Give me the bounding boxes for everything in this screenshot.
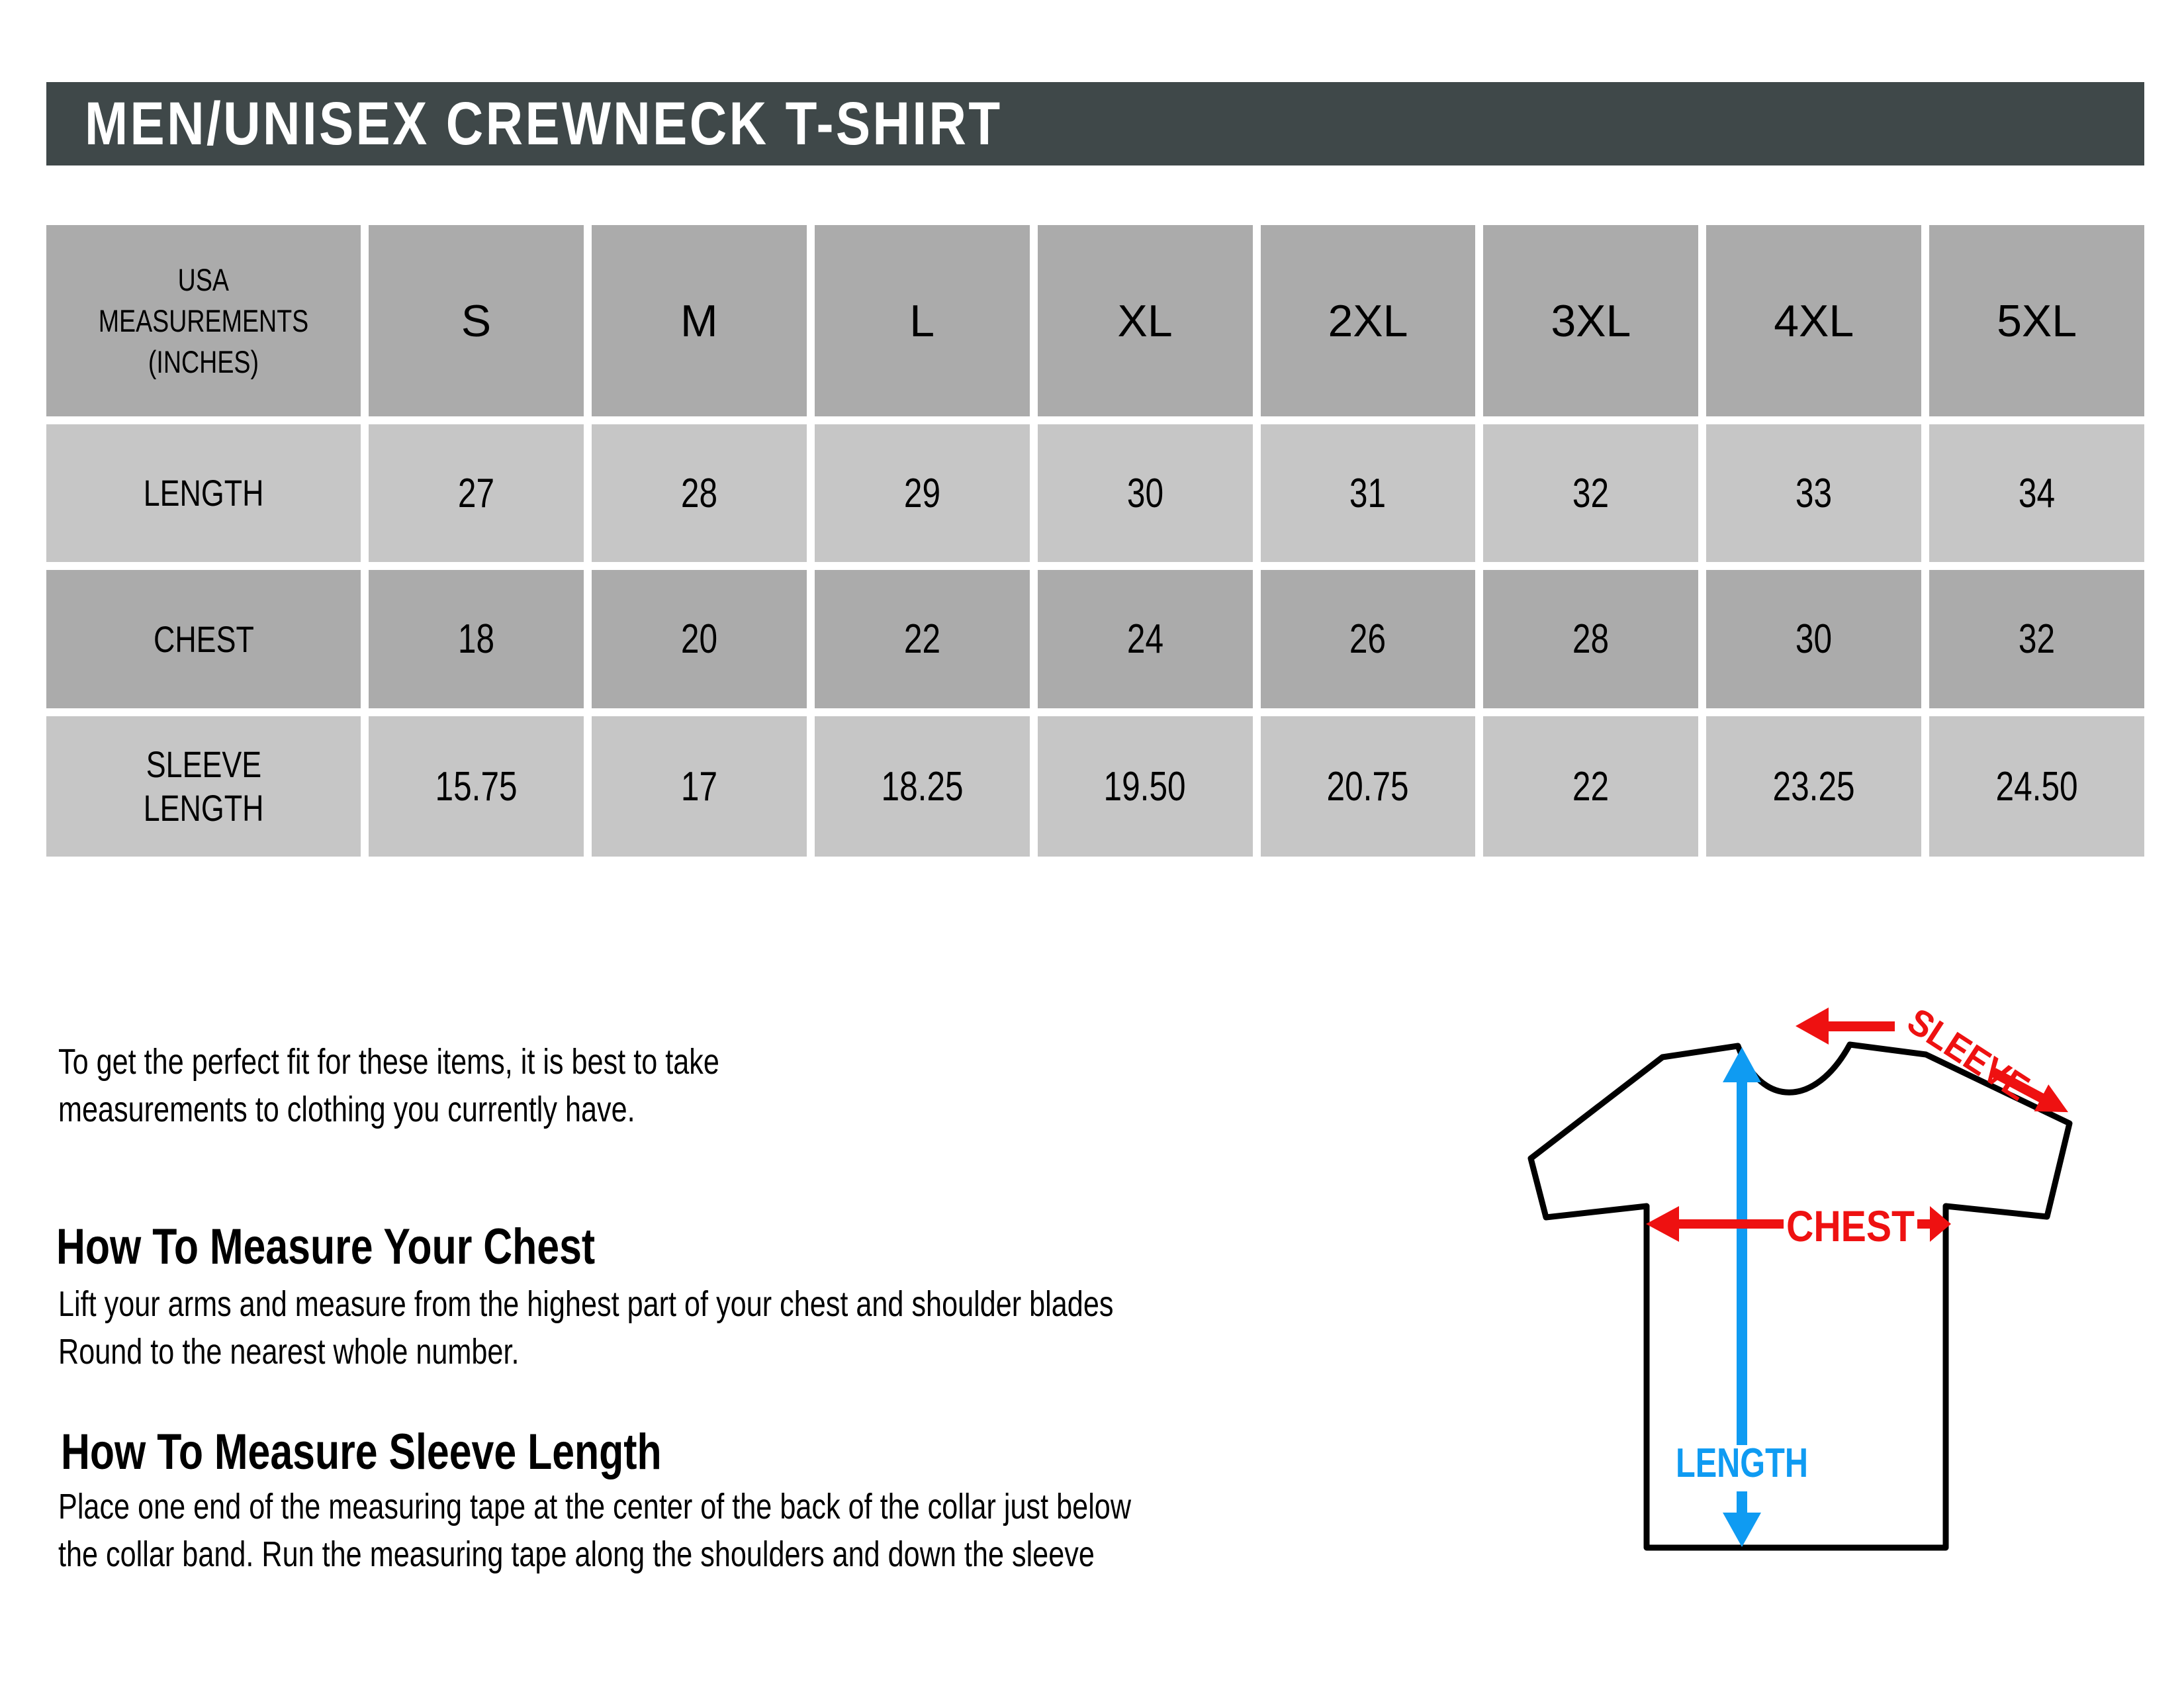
chest-line-2: Round to the nearest whole number. bbox=[58, 1332, 520, 1372]
sleeve-section-heading bbox=[61, 1423, 812, 1481]
sleeve-4xl bbox=[1706, 716, 1921, 857]
chest-3xl bbox=[1483, 570, 1698, 708]
cell-value: 31 bbox=[1349, 470, 1387, 516]
cell-value: 28 bbox=[1572, 616, 1610, 662]
sleeve-3xl bbox=[1483, 716, 1698, 857]
chest-heading-text: How To Measure Your Chest bbox=[56, 1219, 596, 1275]
row-label-sleeve-length bbox=[46, 716, 361, 857]
sleeve-5xl bbox=[1929, 716, 2144, 857]
chest-section-paragraph bbox=[58, 1280, 1377, 1376]
intro-line-1: To get the perfect fit for these items, it is best to take bbox=[58, 1042, 719, 1082]
cell-value: 32 bbox=[1572, 470, 1610, 516]
cell-value: 22 bbox=[1572, 763, 1610, 810]
sleeve-l bbox=[815, 716, 1030, 857]
size-label: S bbox=[461, 295, 492, 346]
chest-5xl bbox=[1929, 570, 2144, 708]
cell-value: 24 bbox=[1126, 616, 1163, 662]
size-header-2xl bbox=[1261, 225, 1476, 416]
length-3xl bbox=[1483, 424, 1698, 562]
length-xl bbox=[1038, 424, 1253, 562]
chest-arrow-shaft-left bbox=[1676, 1219, 1784, 1229]
cell-value: 18 bbox=[457, 616, 495, 662]
chest-s bbox=[369, 570, 584, 708]
chest-section-heading bbox=[56, 1218, 730, 1276]
cell-value: 30 bbox=[1796, 616, 1833, 662]
cell-value: 15.75 bbox=[435, 763, 518, 810]
size-header-m bbox=[592, 225, 807, 416]
size-header-5xl bbox=[1929, 225, 2144, 416]
sleeve-arrowhead-left bbox=[1796, 1008, 1829, 1045]
row-label-length bbox=[46, 424, 361, 562]
cell-value: 29 bbox=[903, 470, 940, 516]
page-title: MEN/UNISEX CREWNECK T-SHIRT bbox=[85, 89, 1003, 158]
sleeve-2xl bbox=[1261, 716, 1476, 857]
size-header-4xl bbox=[1706, 225, 1921, 416]
size-label: 2XL bbox=[1328, 295, 1408, 346]
cell-value: 27 bbox=[457, 470, 495, 516]
cell-value: 26 bbox=[1349, 616, 1387, 662]
length-5xl bbox=[1929, 424, 2144, 562]
chest-label: CHEST bbox=[1786, 1201, 1915, 1250]
size-header-3xl bbox=[1483, 225, 1698, 416]
table-corner-header bbox=[46, 225, 361, 416]
corner-line-2: MEASUREMENTS bbox=[98, 303, 309, 338]
size-header-xl bbox=[1038, 225, 1253, 416]
length-m bbox=[592, 424, 807, 562]
chest-xl bbox=[1038, 570, 1253, 708]
cell-value: 19.50 bbox=[1104, 763, 1187, 810]
sleeve-label: SLEEVE bbox=[1900, 1000, 2046, 1115]
sleeve-line-2: the collar band. Run the measuring tape along the shoulders and down the sleeve bbox=[58, 1534, 1095, 1574]
length-label: LENGTH bbox=[1676, 1440, 1808, 1486]
row-label-chest bbox=[46, 570, 361, 708]
size-header-l bbox=[815, 225, 1030, 416]
sleeve-line-1: Place one end of the measuring tape at the center of the back of the collar just below bbox=[58, 1487, 1132, 1526]
chest-4xl bbox=[1706, 570, 1921, 708]
cell-value: 32 bbox=[2018, 616, 2056, 662]
tshirt-diagram bbox=[1502, 996, 2098, 1566]
length-2xl bbox=[1261, 424, 1476, 562]
sleeve-heading-text: How To Measure Sleeve Length bbox=[61, 1424, 662, 1480]
size-chart-table bbox=[46, 225, 2144, 857]
intro-paragraph bbox=[58, 1038, 885, 1133]
cell-value: 17 bbox=[680, 763, 717, 810]
sleeve-arrow-shaft-left bbox=[1825, 1021, 1895, 1031]
sleeve-s bbox=[369, 716, 584, 857]
size-label: M bbox=[680, 295, 718, 346]
row-label-text: LENGTH bbox=[143, 472, 264, 514]
size-label: 4XL bbox=[1774, 295, 1854, 346]
cell-value: 28 bbox=[680, 470, 717, 516]
size-label: XL bbox=[1117, 295, 1173, 346]
corner-line-1: USA bbox=[177, 261, 230, 297]
sleeve-section-paragraph bbox=[58, 1483, 1399, 1578]
title-bar bbox=[46, 82, 2144, 165]
row-label-text-line1: SLEEVE bbox=[146, 743, 261, 785]
size-header-s bbox=[369, 225, 584, 416]
length-arrow-shaft-upper bbox=[1737, 1080, 1747, 1445]
corner-line-3: (INCHES) bbox=[148, 344, 259, 379]
length-l bbox=[815, 424, 1030, 562]
chest-m bbox=[592, 570, 807, 708]
cell-value: 23.25 bbox=[1772, 763, 1855, 810]
size-label: 5XL bbox=[1997, 295, 2077, 346]
cell-value: 33 bbox=[1796, 470, 1833, 516]
cell-value: 18.25 bbox=[881, 763, 964, 810]
cell-value: 24.50 bbox=[1995, 763, 2078, 810]
chest-l bbox=[815, 570, 1030, 708]
length-s bbox=[369, 424, 584, 562]
chest-line-1: Lift your arms and measure from the highest part of your chest and shoulder blades bbox=[58, 1284, 1114, 1324]
sleeve-m bbox=[592, 716, 807, 857]
length-4xl bbox=[1706, 424, 1921, 562]
sleeve-xl bbox=[1038, 716, 1253, 857]
row-label-text: CHEST bbox=[153, 618, 254, 660]
intro-line-2: measurements to clothing you currently have. bbox=[58, 1090, 635, 1129]
cell-value: 34 bbox=[2018, 470, 2056, 516]
cell-value: 20.75 bbox=[1326, 763, 1409, 810]
cell-value: 22 bbox=[903, 616, 940, 662]
size-label: L bbox=[909, 295, 935, 346]
cell-value: 20 bbox=[680, 616, 717, 662]
size-label: 3XL bbox=[1551, 295, 1631, 346]
chest-2xl bbox=[1261, 570, 1476, 708]
row-label-text-line2: LENGTH bbox=[143, 787, 264, 829]
cell-value: 30 bbox=[1126, 470, 1163, 516]
